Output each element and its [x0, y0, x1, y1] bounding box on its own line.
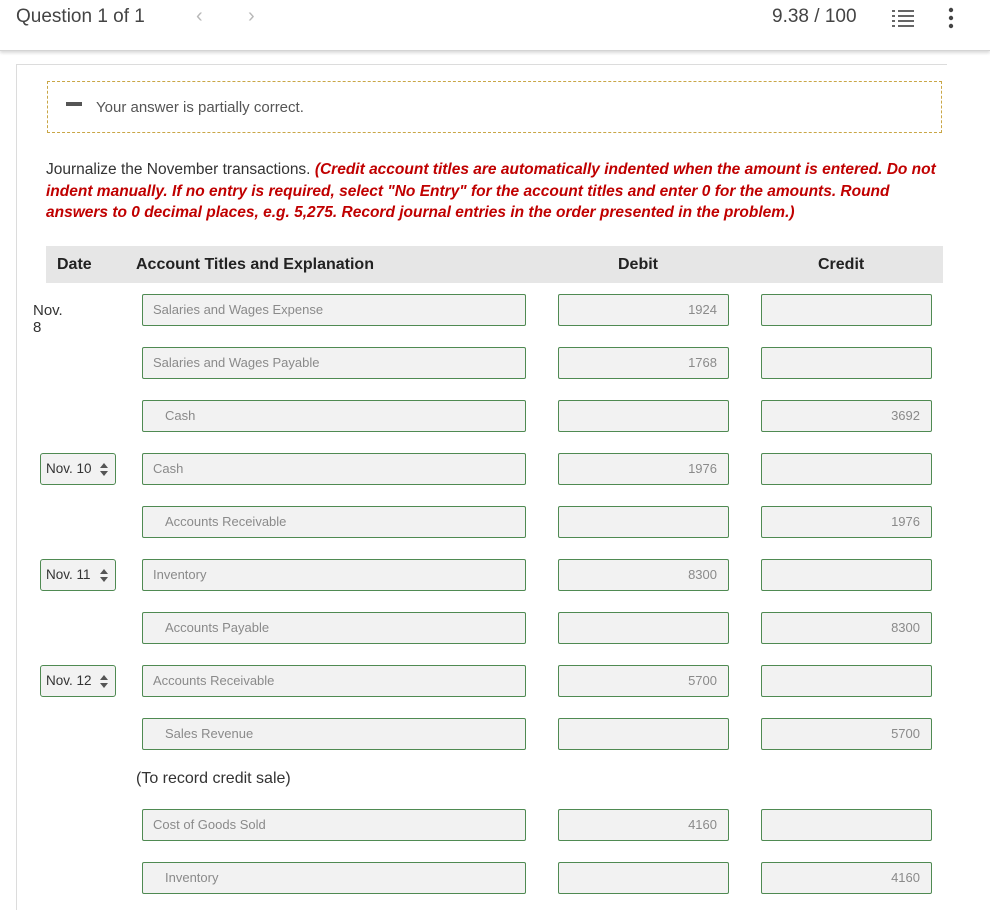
- account-field[interactable]: Cost of Goods Sold: [142, 809, 526, 841]
- select-arrows-icon: [100, 675, 108, 688]
- account-field[interactable]: Accounts Payable: [142, 612, 526, 644]
- account-field[interactable]: Cash: [142, 400, 526, 432]
- credit-field[interactable]: 5700: [761, 718, 932, 750]
- credit-field[interactable]: [761, 453, 932, 485]
- date-column-header: Date: [57, 256, 92, 273]
- instructions-lead: Journalize the November transactions.: [46, 161, 315, 178]
- feedback-banner: [47, 81, 942, 133]
- instructions-text: [46, 159, 941, 224]
- account-field[interactable]: Salaries and Wages Expense: [142, 294, 526, 326]
- account-column-header: Account Titles and Explanation: [136, 256, 374, 273]
- debit-field[interactable]: 8300: [558, 559, 729, 591]
- date-label: Nov. 8: [33, 302, 63, 336]
- date-select-value: Nov. 10: [46, 461, 92, 476]
- question-list-icon[interactable]: [892, 8, 914, 28]
- credit-field[interactable]: 8300: [761, 612, 932, 644]
- credit-field[interactable]: [761, 347, 932, 379]
- select-arrows-icon: [100, 463, 108, 476]
- score-display: 9.38 / 100: [772, 6, 857, 27]
- date-select[interactable]: [40, 453, 116, 485]
- date-select[interactable]: [40, 559, 116, 591]
- debit-field[interactable]: [558, 506, 729, 538]
- question-label: Question 1 of 1: [16, 6, 145, 27]
- account-field[interactable]: Cash: [142, 453, 526, 485]
- date-select[interactable]: [40, 665, 116, 697]
- credit-field[interactable]: [761, 294, 932, 326]
- debit-field[interactable]: [558, 718, 729, 750]
- credit-field[interactable]: [761, 665, 932, 697]
- credit-field[interactable]: 3692: [761, 400, 932, 432]
- more-options-icon[interactable]: [945, 7, 957, 29]
- debit-field[interactable]: 4160: [558, 809, 729, 841]
- account-field[interactable]: Sales Revenue: [142, 718, 526, 750]
- journal-table-header: [46, 246, 943, 283]
- debit-field[interactable]: [558, 862, 729, 894]
- entry-explanation: (To record credit sale): [136, 770, 291, 787]
- account-field[interactable]: Inventory: [142, 559, 526, 591]
- account-field[interactable]: Salaries and Wages Payable: [142, 347, 526, 379]
- next-question-button[interactable]: ›: [248, 5, 255, 27]
- credit-column-header: Credit: [818, 256, 865, 273]
- debit-column-header: Debit: [618, 256, 658, 273]
- account-field[interactable]: Inventory: [142, 862, 526, 894]
- credit-field[interactable]: [761, 559, 932, 591]
- debit-field[interactable]: 5700: [558, 665, 729, 697]
- credit-field[interactable]: 4160: [761, 862, 932, 894]
- debit-field[interactable]: 1976: [558, 453, 729, 485]
- partial-correct-icon: [66, 102, 82, 106]
- feedback-message: Your answer is partially correct.: [96, 99, 304, 116]
- credit-field[interactable]: [761, 809, 932, 841]
- instructions-note: (Credit account titles are automatically indented when the amount is entered. Do not indent manually. If no entry is required, select "No Entry" for the account titles and enter 0 for the amounts. Round answers to 0 decimal places, e.g. 5,275. Record journal entries in the order presented in the problem.): [46, 161, 936, 221]
- date-select-value: Nov. 11: [46, 567, 91, 582]
- debit-field[interactable]: [558, 612, 729, 644]
- debit-field[interactable]: 1924: [558, 294, 729, 326]
- account-field[interactable]: Accounts Receivable: [142, 665, 526, 697]
- debit-field[interactable]: 1768: [558, 347, 729, 379]
- date-select-value: Nov. 12: [46, 673, 92, 688]
- top-bar: [0, 0, 990, 51]
- select-arrows-icon: [100, 569, 108, 582]
- debit-field[interactable]: [558, 400, 729, 432]
- previous-question-button[interactable]: ‹: [196, 5, 203, 27]
- credit-field[interactable]: 1976: [761, 506, 932, 538]
- account-field[interactable]: Accounts Receivable: [142, 506, 526, 538]
